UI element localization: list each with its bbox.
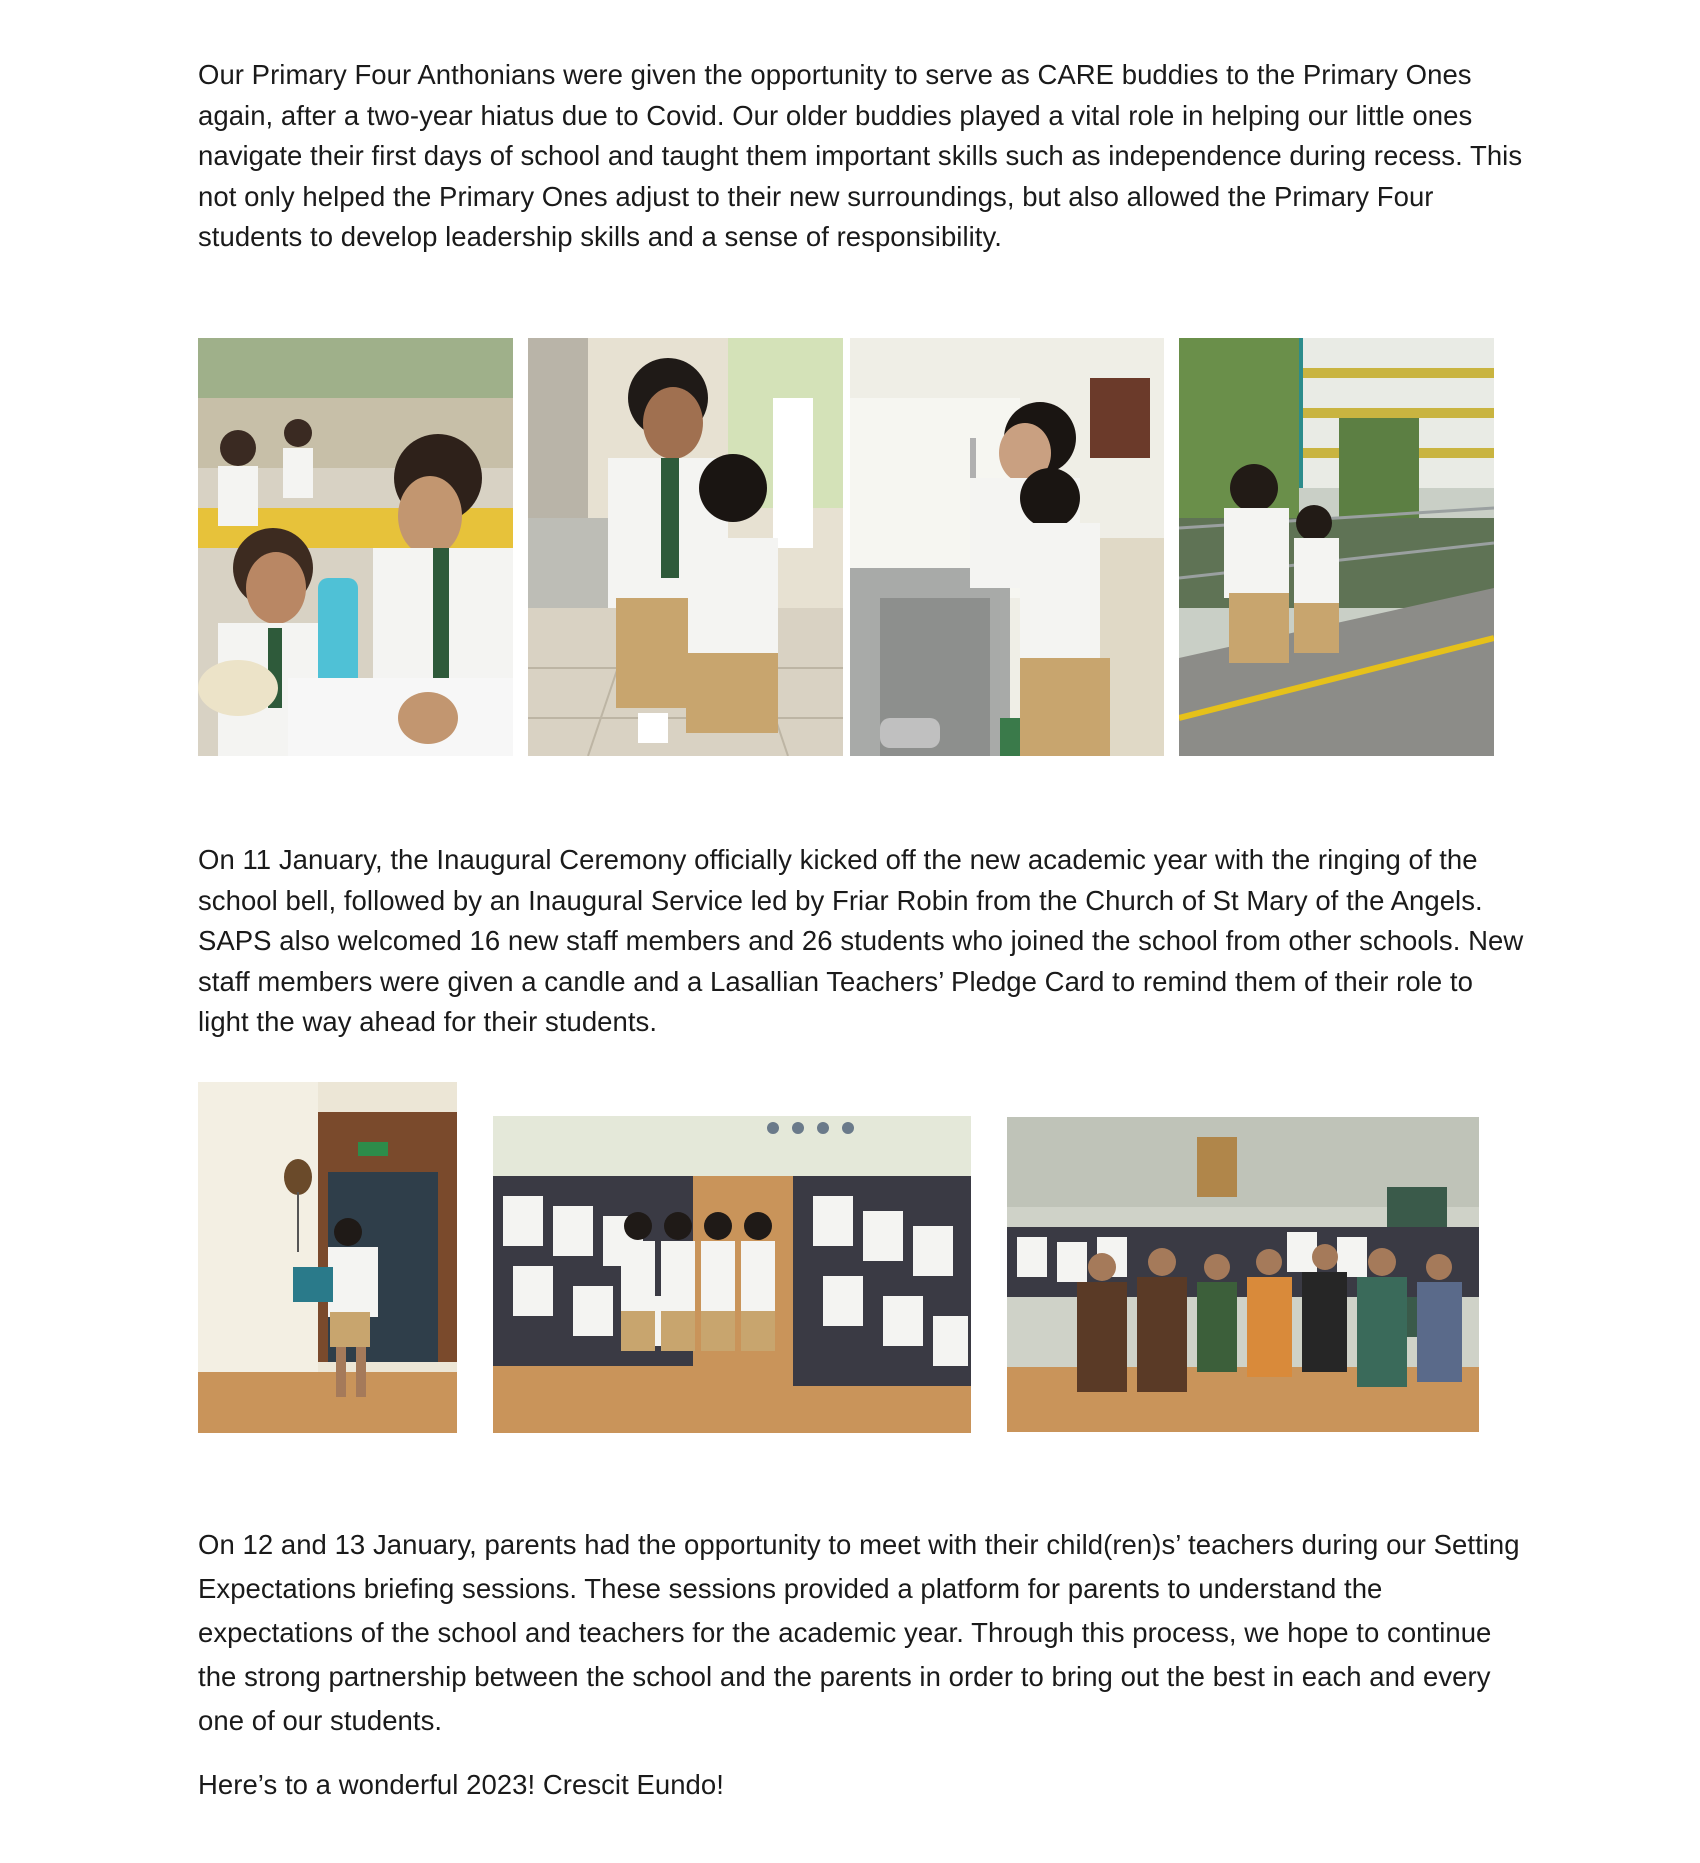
photo-buddies-canteen: [198, 338, 513, 756]
photo-buddies-walkway: [1179, 338, 1494, 756]
care-buddies-paragraph: Our Primary Four Anthonians were given the opportunity to serve as CARE buddies to the Primary Ones again, after a two-year hiatus due to Covid. Our older buddies played a vital role in helping our little ones navigate their first days of school and taught them important skills such as independence during recess. This not only helped the Primary Ones adjust to their new surroundings, but also allowed the Primary Four students to develop leadership skills and a sense of responsibility.: [198, 59, 1523, 253]
setting-expectations-paragraph: On 12 and 13 January, parents had the opportunity to meet with their child(ren)s’ teachers during our Setting Expectations briefing sessions. These sessions provided a platform for parents to understand the expectations of the school and teachers for the academic year. Through this process, we hope to continue the strong partnership between the school and the parents in order to bring out the best in each and every one of our students.: [198, 1529, 1520, 1736]
photo-inaugural-procession: [493, 1116, 971, 1433]
photo-buddies-handwashing: [850, 338, 1164, 756]
photo-inaugural-service-guests: [1007, 1117, 1479, 1432]
closing-line: Here’s to a wonderful 2023! Crescit Eundo!: [198, 1769, 724, 1800]
inaugural-ceremony-paragraph: On 11 January, the Inaugural Ceremony officially kicked off the new academic year with the ringing of the school bell, followed by an Inaugural Service led by Friar Robin from the Church of St Mary of the Angels. SAPS also welcomed 16 new staff members and 26 students who joined the school from other schools. New staff members were given a candle and a Lasallian Teachers’ Pledge Card to remind them of their role to light the way ahead for their students.: [198, 844, 1524, 1038]
photo-buddies-corridor: [528, 338, 843, 756]
photo-school-bell-ringing: [198, 1082, 457, 1433]
